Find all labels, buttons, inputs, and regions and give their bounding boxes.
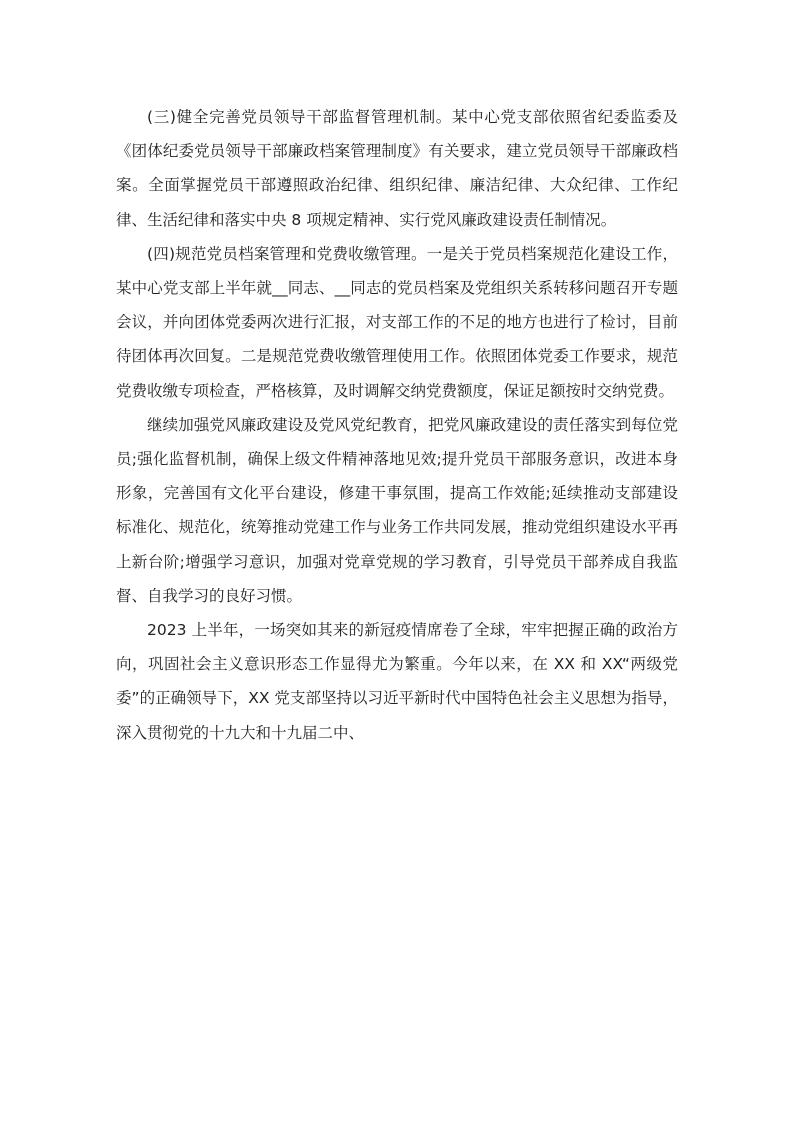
paragraph-archives-and-dues: (四)规范党员档案管理和党费收缴管理。一是关于党员档案规范化建设工作，某中心党支部上半年就__同志、__同志的党员档案及党组织关系转移问题召开专题会议，并向团体党委两次进行汇报，对支部工作的不足的地方也进行了检讨，目前待团体再次回复。二是规范党费收缴管理使用工作。依照团体党委工作要求，规范党费收缴专项检查，严格核算，及时调解交纳党费额度，保证足额按时交纳党费。	[116, 244, 678, 400]
paragraph-supervision-mechanism: (三)健全完善党员领导干部监督管理机制。某中心党支部依照省纪委监委及《团体纪委党员领导干部廉政档案管理制度》有关要求，建立党员领导干部廉政档案。全面掌握党员干部遵照政治纪律、组织纪律、廉洁纪律、大众纪律、工作纪律、生活纪律和落实中央 8 项规定精神、实行党风廉政建设责任制情况。	[116, 108, 678, 229]
document-page	[116, 100, 678, 750]
paragraph-2023-first-half: 2023 上半年，一场突如其来的新冠疫情席卷了全球，牢牢把握正确的政治方向，巩固社会主义意识形态工作显得尤为繁重。今年以来，在 XX 和 XX“两级党委”的正确领导下，XX 党支部坚持以习近平新时代中国特色社会主义思想为指导，深入贯彻党的十九大和十九届二中、	[116, 621, 678, 742]
paragraph-continued-efforts: 继续加强党风廉政建设及党风党纪教育，把党风廉政建设的责任落实到每位党员;强化监督机制，确保上级文件精神落地见效;提升党员干部服务意识，改进本身形象，完善国有文化平台建设，修建干事氛围，提高工作效能;延续推动支部建设标准化、规范化，统筹推动党建工作与业务工作共同发展，推动党组织建设水平再上新台阶;增强学习意识，加强对党章党规的学习教育，引导党员干部养成自我监督、自我学习的良好习惯。	[116, 415, 678, 605]
